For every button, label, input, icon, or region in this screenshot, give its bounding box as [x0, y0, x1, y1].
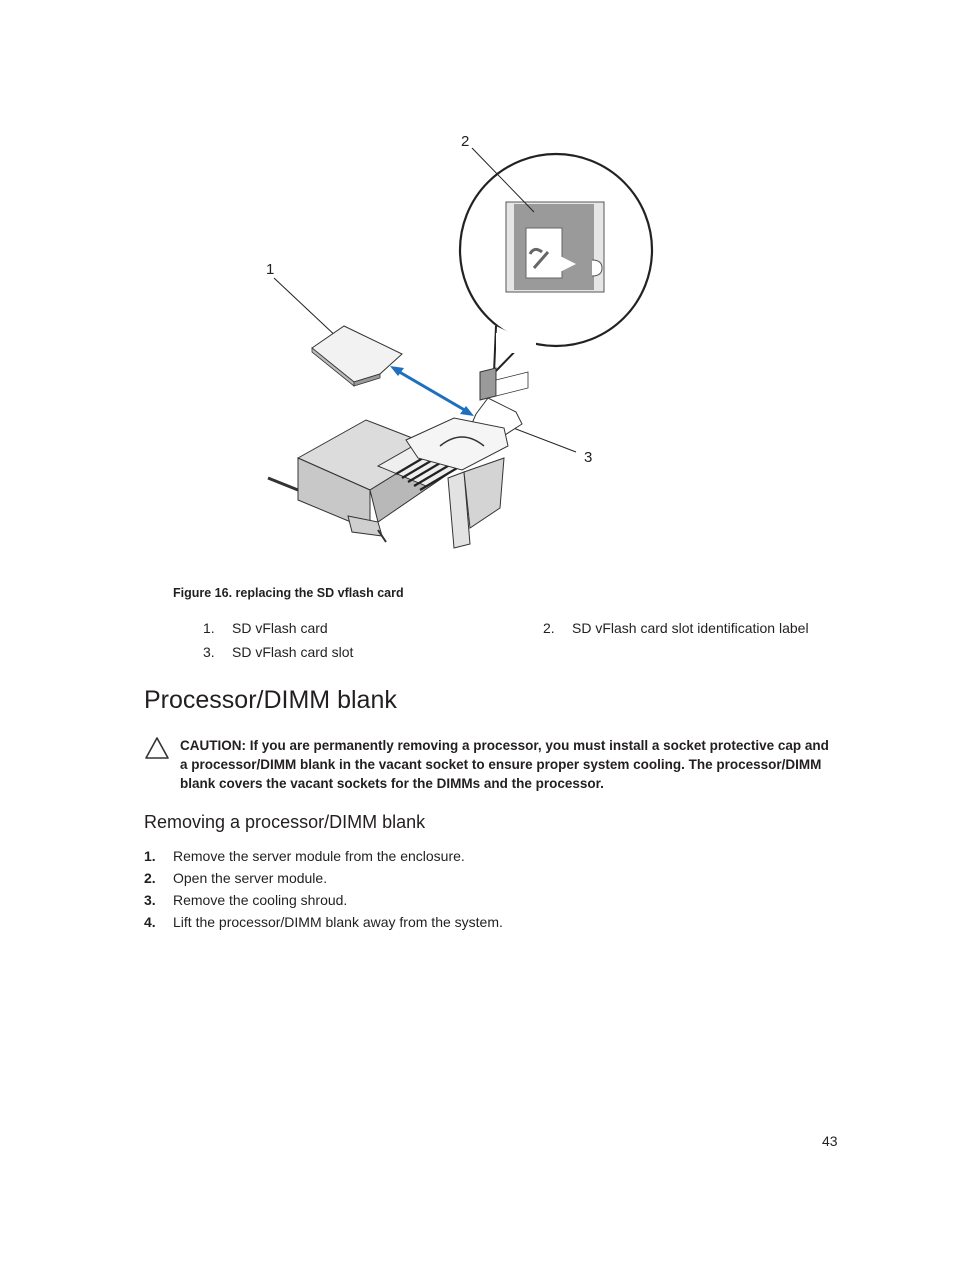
figure-caption: Figure 16. replacing the SD vflash card [173, 586, 404, 600]
callout-3: 3 [584, 449, 593, 466]
steps-list [144, 848, 744, 936]
slot-label-icon [506, 202, 604, 292]
legend-number: 3. [203, 644, 215, 660]
subsection-title: Removing a processor/DIMM blank [144, 812, 426, 832]
step-text: Remove the cooling shroud. [173, 892, 348, 908]
legend-text: SD vFlash card [232, 620, 328, 636]
sd-vflash-illustration [258, 128, 668, 560]
sd-card-reader-icon [268, 418, 508, 548]
callout-2: 2 [461, 133, 470, 150]
warning-triangle-icon [144, 736, 170, 760]
legend-text: SD vFlash card slot identification label [572, 620, 809, 636]
legend-number: 1. [203, 620, 215, 636]
step-text: Remove the server module from the enclosure. [173, 848, 465, 864]
sd-vflash-figure [258, 128, 668, 560]
section-title: Processor/DIMM blank [144, 686, 397, 714]
step-number: 3. [144, 892, 156, 908]
insertion-arrow-icon [390, 366, 474, 416]
caution-text: CAUTION: If you are permanently removing a processor, you must install a socket protective cap and a processor/DIMM blank in the vacant socket to ensure proper system cooling. The processor/DIMM blank covers the vacant sockets for the DIMMs and the processor. [180, 738, 829, 791]
step-number: 4. [144, 914, 156, 930]
step-text: Lift the processor/DIMM blank away from the system. [173, 914, 503, 930]
list-item [144, 848, 744, 870]
step-number: 1. [144, 848, 156, 864]
legend-number: 2. [543, 620, 555, 636]
sd-card-icon [312, 326, 402, 386]
step-number: 2. [144, 870, 156, 886]
list-item [144, 892, 744, 914]
callout-1: 1 [266, 261, 275, 278]
list-item [144, 914, 744, 936]
legend-text: SD vFlash card slot [232, 644, 354, 660]
step-text: Open the server module. [173, 870, 328, 886]
page-number: 43 [822, 1133, 838, 1149]
list-item [144, 870, 744, 892]
